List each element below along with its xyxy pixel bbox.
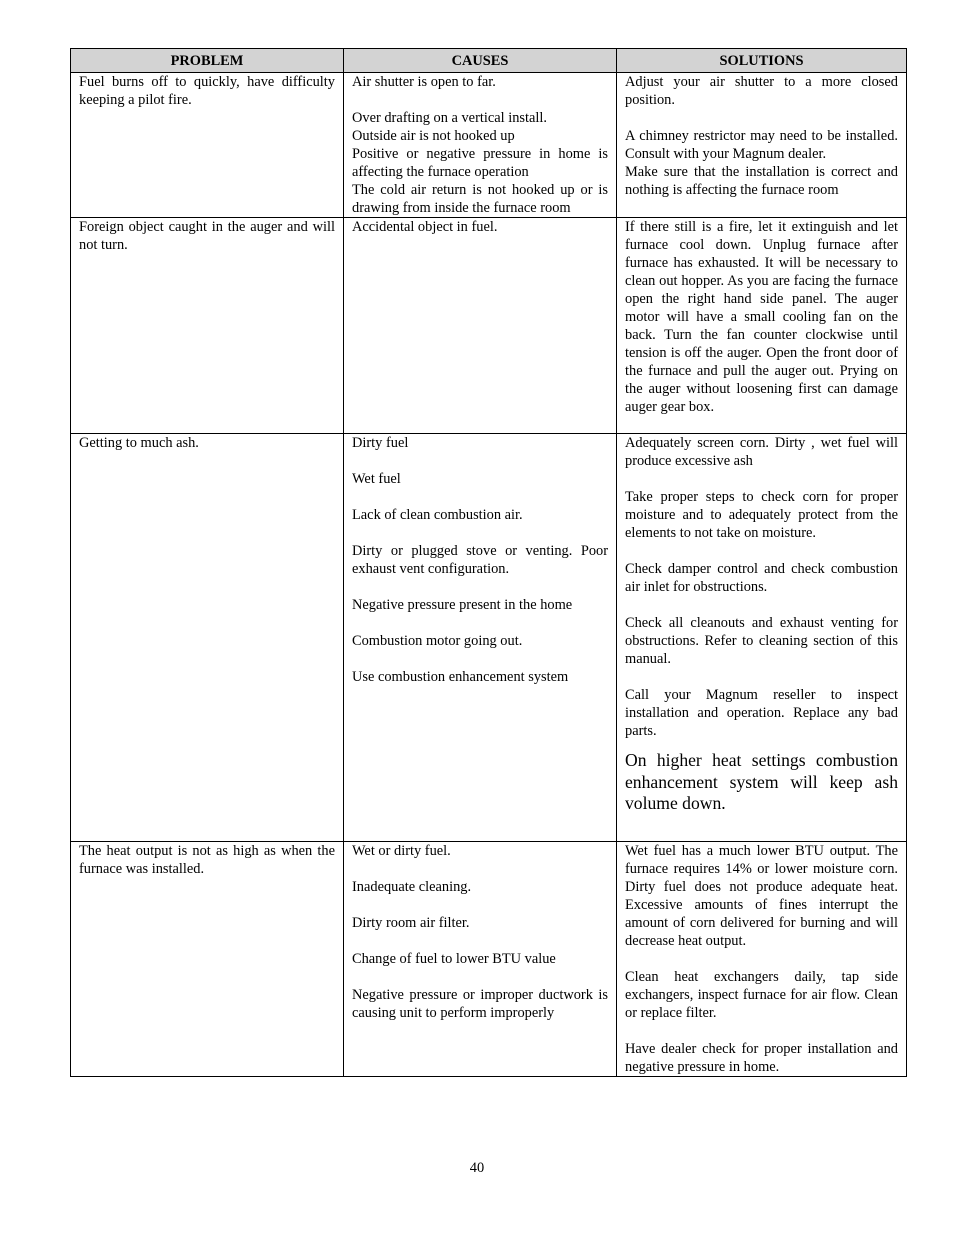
spacer bbox=[625, 470, 898, 488]
causes-cell bbox=[344, 842, 617, 1077]
solution-note: On higher heat settings combustion enhancement system will keep ash volume down. bbox=[625, 750, 898, 813]
solution-item: A chimney restrictor may need to be installed. Consult with your Magnum dealer. bbox=[625, 128, 898, 162]
cause-item: Dirty room air filter. bbox=[352, 915, 470, 931]
cause-item: Wet or dirty fuel. bbox=[352, 843, 451, 859]
solutions-cell bbox=[617, 842, 907, 1077]
causes-cell bbox=[344, 73, 617, 218]
spacer bbox=[625, 542, 898, 560]
spacer bbox=[625, 1022, 898, 1040]
cause-item: Inadequate cleaning. bbox=[352, 879, 472, 895]
spacer bbox=[352, 614, 608, 632]
solution-item: Check damper control and check combustion air inlet for obstructions. bbox=[625, 561, 898, 595]
solutions-cell bbox=[617, 218, 907, 434]
spacer bbox=[352, 650, 608, 668]
solution-item: Call your Magnum reseller to inspect installation and operation. Replace any bad parts. bbox=[625, 687, 898, 739]
spacer bbox=[625, 109, 898, 127]
cause-item: Use combustion enhancement system bbox=[352, 669, 569, 685]
spacer bbox=[352, 452, 608, 470]
problem-cell bbox=[71, 842, 344, 1077]
spacer bbox=[625, 596, 898, 614]
cause-item: Accidental object in fuel. bbox=[352, 219, 498, 235]
spacer bbox=[352, 932, 608, 950]
spacer bbox=[352, 968, 608, 986]
solutions-cell bbox=[617, 434, 907, 842]
cause-item: Positive or negative pressure in home is affecting the furnace operation bbox=[352, 146, 608, 180]
spacer bbox=[352, 860, 608, 878]
cause-item: Combustion motor going out. bbox=[352, 633, 523, 649]
problem-text: Getting to much ash. bbox=[79, 435, 199, 451]
cause-item: Over drafting on a vertical install. bbox=[352, 110, 548, 126]
page-number: 40 bbox=[469, 1160, 485, 1176]
spacer bbox=[352, 524, 608, 542]
cause-item: Change of fuel to lower BTU value bbox=[352, 951, 556, 967]
solution-item: If there still is a fire, let it extinguish and let furnace cool down. Unplug furnace after furnace has exhausted. It will be necessary to clean out hopper. As you are facing the furnace open the right hand side panel. The auger motor will have a small cooling fan on the back. Turn the fan counter clockwise until tension is off the auger. Open the front door of the furnace and pull the auger out. Prying on the auger without loosening first can damage auger gear box. bbox=[625, 219, 898, 415]
cause-item: Lack of clean combustion air. bbox=[352, 507, 523, 523]
spacer bbox=[352, 91, 608, 109]
solution-item: Have dealer check for proper installation and negative pressure in home. bbox=[625, 1041, 898, 1075]
cause-item: Negative pressure or improper ductwork is causing unit to perform improperly bbox=[352, 987, 608, 1021]
spacer bbox=[625, 950, 898, 968]
cause-item: The cold air return is not hooked up or is drawing from inside the furnace room bbox=[352, 182, 608, 216]
problem-text: Fuel burns off to quickly, have difficulty keeping a pilot fire. bbox=[79, 74, 335, 108]
problem-text: The heat output is not as high as when the furnace was installed. bbox=[79, 843, 335, 877]
cause-item: Dirty fuel bbox=[352, 435, 409, 451]
spacer bbox=[352, 896, 608, 914]
header-problem: PROBLEM bbox=[71, 49, 344, 73]
cause-item: Wet fuel bbox=[352, 471, 401, 487]
cause-item: Negative pressure present in the home bbox=[352, 597, 573, 613]
cause-item: Air shutter is open to far. bbox=[352, 74, 496, 90]
spacer bbox=[352, 488, 608, 506]
solution-item: Adequately screen corn. Dirty , wet fuel will produce excessive ash bbox=[625, 435, 898, 469]
table-row bbox=[71, 218, 907, 434]
table-header-row bbox=[71, 49, 907, 73]
problem-cell bbox=[71, 73, 344, 218]
table-row bbox=[71, 842, 907, 1077]
causes-cell bbox=[344, 434, 617, 842]
cause-item: Outside air is not hooked up bbox=[352, 128, 515, 144]
spacer bbox=[352, 578, 608, 596]
header-causes: CAUSES bbox=[344, 49, 617, 73]
problem-cell bbox=[71, 434, 344, 842]
header-solutions: SOLUTIONS bbox=[617, 49, 907, 73]
causes-cell bbox=[344, 218, 617, 434]
problem-text: Foreign object caught in the auger and will not turn. bbox=[79, 219, 335, 253]
solution-item: Clean heat exchangers daily, tap side exchangers, inspect furnace for air flow. Clean or replace filter. bbox=[625, 969, 898, 1021]
table-row bbox=[71, 434, 907, 842]
table-row bbox=[71, 73, 907, 218]
cause-item: Dirty or plugged stove or venting. Poor exhaust vent configuration. bbox=[352, 543, 608, 577]
problem-cell bbox=[71, 218, 344, 434]
solutions-cell bbox=[617, 73, 907, 218]
spacer bbox=[625, 668, 898, 686]
solution-item: Adjust your air shutter to a more closed position. bbox=[625, 74, 898, 108]
solution-item: Take proper steps to check corn for proper moisture and to adequately protect from the elements to not take on moisture. bbox=[625, 489, 898, 541]
solution-item: Check all cleanouts and exhaust venting for obstructions. Refer to cleaning section of this manual. bbox=[625, 615, 898, 667]
solution-item: Wet fuel has a much lower BTU output. The furnace requires 14% or lower moisture corn. Dirty fuel does not produce adequate heat. Excessive amounts of fines interrupt the amount of corn delivered for burning and will decrease heat output. bbox=[625, 843, 898, 949]
troubleshooting-table bbox=[70, 48, 907, 1077]
solution-item: Make sure that the installation is correct and nothing is affecting the furnace room bbox=[625, 164, 898, 198]
